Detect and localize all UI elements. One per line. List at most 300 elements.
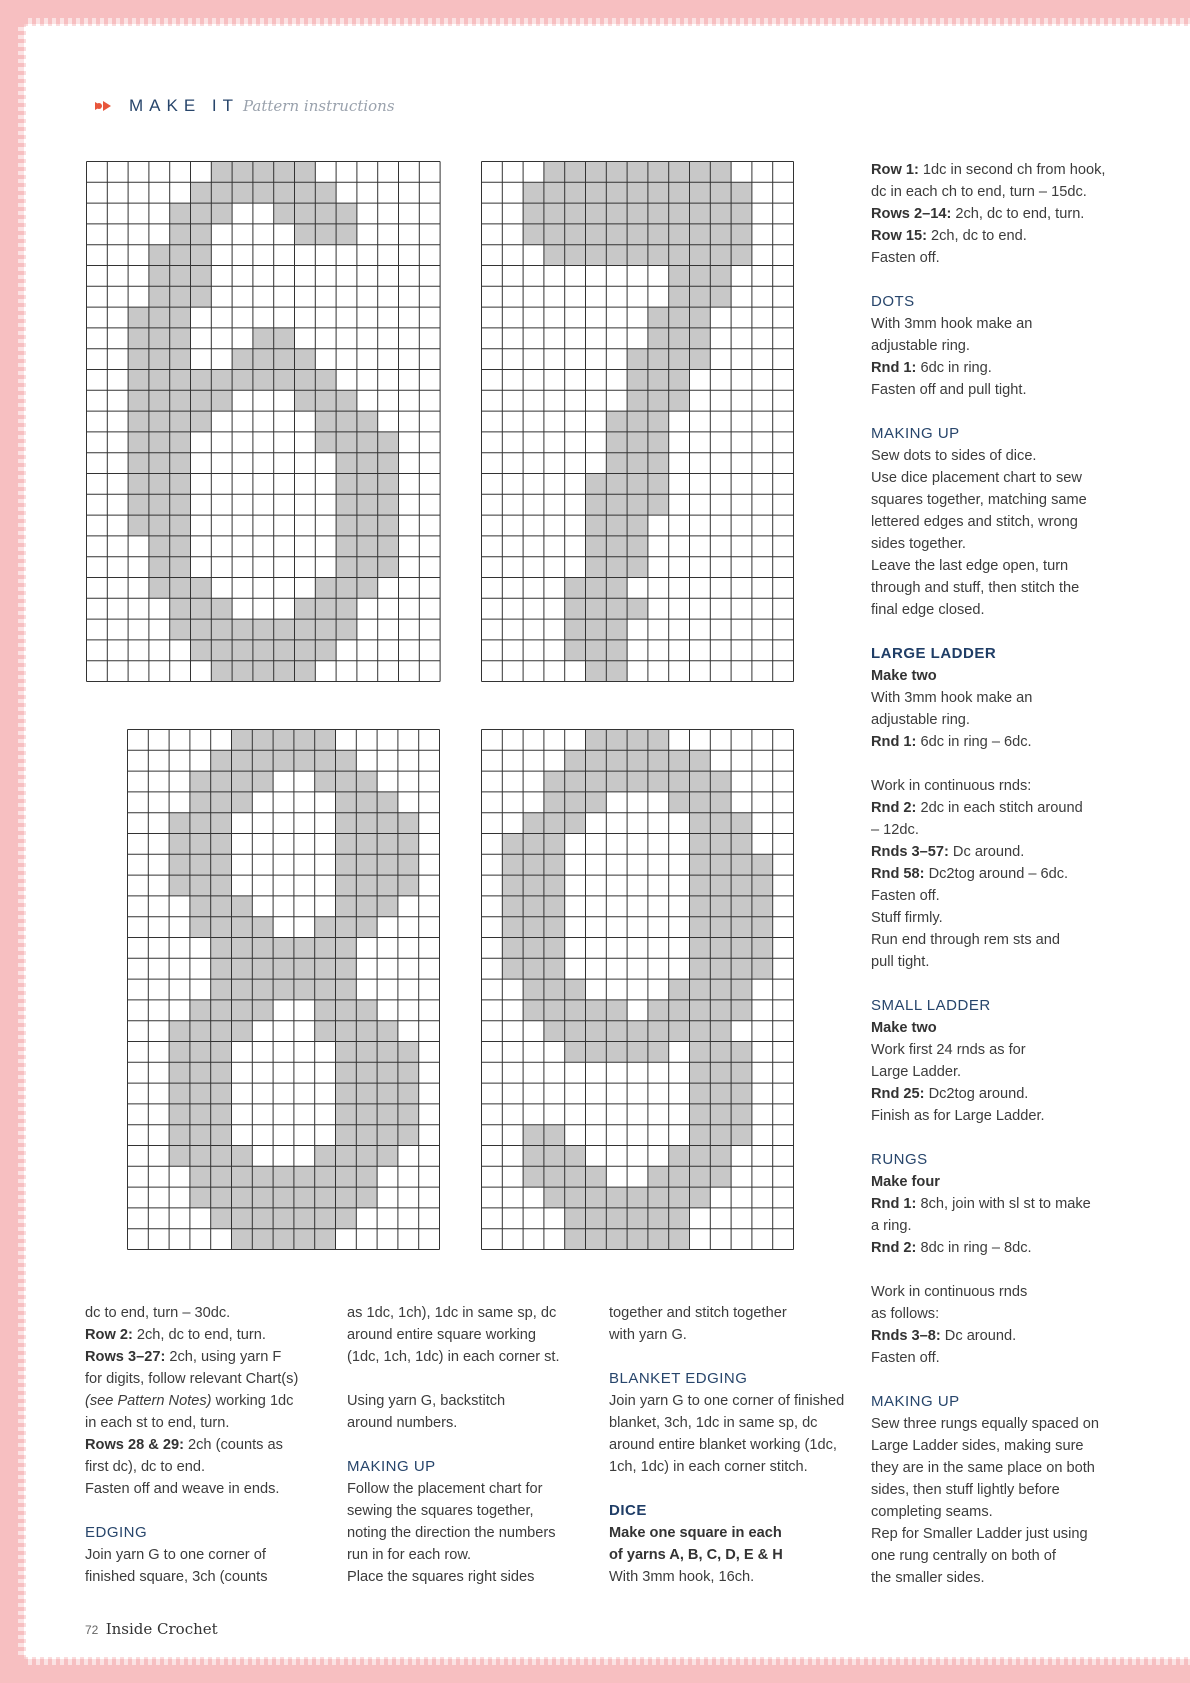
- filled-cell: [170, 578, 191, 599]
- filled-cell: [169, 875, 190, 896]
- filled-cell: [731, 854, 752, 875]
- filled-cell: [710, 1083, 731, 1104]
- filled-cell: [565, 578, 586, 599]
- filled-cell: [128, 494, 149, 515]
- filled-cell: [586, 1187, 607, 1208]
- filled-cell: [274, 182, 295, 203]
- filled-cell: [648, 390, 669, 411]
- filled-cell: [377, 834, 398, 855]
- filled-cell: [170, 370, 191, 391]
- filled-cell: [565, 245, 586, 266]
- filled-cell: [565, 1166, 586, 1187]
- filled-cell: [731, 1083, 752, 1104]
- filled-cell: [336, 979, 357, 1000]
- filled-cell: [336, 1000, 357, 1021]
- filled-cell: [274, 162, 295, 183]
- filled-cell: [356, 1187, 377, 1208]
- filled-cell: [606, 730, 627, 751]
- filled-cell: [669, 182, 690, 203]
- filled-cell: [356, 1125, 377, 1146]
- filled-cell: [315, 432, 336, 453]
- bold-label: of yarns A, B, C, D, E & H: [609, 1547, 783, 1563]
- filled-cell: [627, 1229, 648, 1250]
- filled-cell: [669, 370, 690, 391]
- filled-cell: [315, 1000, 336, 1021]
- filled-cell: [315, 182, 336, 203]
- filled-cell: [606, 619, 627, 640]
- filled-cell: [315, 1146, 336, 1167]
- filled-cell: [627, 730, 648, 751]
- filled-cell: [648, 411, 669, 432]
- filled-cell: [128, 328, 149, 349]
- filled-cell: [356, 854, 377, 875]
- filled-cell: [648, 370, 669, 391]
- filled-cell: [378, 557, 399, 578]
- text-line: Fasten off and weave in ends.: [85, 1481, 280, 1497]
- filled-cell: [191, 224, 212, 245]
- filled-cell: [190, 1062, 211, 1083]
- filled-cell: [170, 536, 191, 557]
- filled-cell: [669, 1000, 690, 1021]
- filled-cell: [170, 203, 191, 224]
- filled-cell: [710, 182, 731, 203]
- filled-cell: [648, 203, 669, 224]
- filled-cell: [502, 875, 523, 896]
- filled-cell: [128, 349, 149, 370]
- filled-cell: [606, 640, 627, 661]
- filled-cell: [710, 875, 731, 896]
- text-line: squares together, matching same: [871, 492, 1087, 508]
- text-line: Row 1: 1dc in second ch from hook,: [871, 162, 1106, 178]
- filled-cell: [690, 938, 711, 959]
- filled-cell: [169, 1125, 190, 1146]
- filled-cell: [252, 917, 273, 938]
- section-heading-bold: DICE: [609, 1502, 647, 1519]
- filled-cell: [170, 328, 191, 349]
- filled-cell: [149, 494, 170, 515]
- filled-cell: [710, 1021, 731, 1042]
- filled-cell: [690, 1104, 711, 1125]
- filled-cell: [523, 854, 544, 875]
- filled-cell: [336, 854, 357, 875]
- filled-cell: [336, 1104, 357, 1125]
- filled-cell: [398, 854, 419, 875]
- filled-cell: [356, 792, 377, 813]
- filled-cell: [315, 390, 336, 411]
- filled-cell: [252, 1166, 273, 1187]
- filled-cell: [690, 979, 711, 1000]
- border-zigzag-top: [24, 18, 1190, 26]
- filled-cell: [190, 1104, 211, 1125]
- filled-cell: [356, 896, 377, 917]
- filled-cell: [336, 1042, 357, 1063]
- filled-cell: [502, 834, 523, 855]
- filled-cell: [253, 328, 274, 349]
- filled-cell: [190, 1021, 211, 1042]
- filled-cell: [627, 453, 648, 474]
- filled-cell: [690, 266, 711, 287]
- filled-cell: [586, 1000, 607, 1021]
- filled-cell: [336, 224, 357, 245]
- text-column-1: [85, 1302, 330, 1588]
- bold-label: Make four: [871, 1174, 940, 1190]
- filled-cell: [398, 1104, 419, 1125]
- filled-cell: [315, 619, 336, 640]
- filled-cell: [648, 730, 669, 751]
- filled-cell: [648, 307, 669, 328]
- text-line: [609, 1522, 859, 1544]
- filled-cell: [169, 1146, 190, 1167]
- filled-cell: [356, 1021, 377, 1042]
- filled-cell: [315, 1187, 336, 1208]
- filled-cell: [211, 938, 232, 959]
- filled-cell: [336, 432, 357, 453]
- filled-cell: [586, 578, 607, 599]
- filled-cell: [731, 1104, 752, 1125]
- filled-cell: [336, 619, 357, 640]
- filled-cell: [586, 1166, 607, 1187]
- filled-cell: [315, 640, 336, 661]
- filled-cell: [565, 619, 586, 640]
- filled-cell: [377, 792, 398, 813]
- filled-cell: [731, 1042, 752, 1063]
- filled-cell: [377, 1104, 398, 1125]
- text-line: sides together.: [871, 536, 966, 552]
- bold-label: Rnd 1:: [871, 734, 917, 750]
- filled-cell: [627, 245, 648, 266]
- filled-cell: [315, 1166, 336, 1187]
- filled-cell: [710, 203, 731, 224]
- filled-cell: [211, 771, 232, 792]
- page-footer: [85, 1620, 218, 1638]
- filled-cell: [211, 390, 232, 411]
- filled-cell: [606, 494, 627, 515]
- filled-cell: [669, 979, 690, 1000]
- filled-cell: [586, 640, 607, 661]
- filled-cell: [149, 328, 170, 349]
- filled-cell: [565, 1000, 586, 1021]
- filled-cell: [544, 896, 565, 917]
- section-header: [95, 92, 395, 120]
- filled-cell: [544, 1166, 565, 1187]
- text-line: for digits, follow relevant Chart(s): [85, 1371, 299, 1387]
- filled-cell: [295, 640, 316, 661]
- filled-cell: [586, 203, 607, 224]
- filled-cell: [398, 875, 419, 896]
- filled-cell: [211, 1208, 232, 1229]
- filled-cell: [544, 958, 565, 979]
- text-line: around entire blanket working (1dc,: [609, 1437, 837, 1453]
- filled-cell: [336, 958, 357, 979]
- digit-9-grid: [481, 729, 794, 1250]
- filled-cell: [627, 598, 648, 619]
- filled-cell: [253, 349, 274, 370]
- filled-cell: [336, 1021, 357, 1042]
- double-arrow-icon: [95, 99, 117, 113]
- filled-cell: [710, 1042, 731, 1063]
- text-line: Large Ladder.: [871, 1064, 962, 1080]
- filled-cell: [690, 224, 711, 245]
- filled-cell: [523, 958, 544, 979]
- text-line: adjustable ring.: [871, 338, 970, 354]
- filled-cell: [544, 1187, 565, 1208]
- filled-cell: [648, 1208, 669, 1229]
- filled-cell: [232, 1208, 253, 1229]
- filled-cell: [565, 203, 586, 224]
- filled-cell: [606, 474, 627, 495]
- filled-cell: [731, 917, 752, 938]
- filled-cell: [273, 1208, 294, 1229]
- text-line: Follow the placement chart for: [347, 1481, 543, 1497]
- filled-cell: [253, 370, 274, 391]
- filled-cell: [669, 390, 690, 411]
- filled-cell: [627, 557, 648, 578]
- filled-cell: [586, 515, 607, 536]
- filled-cell: [586, 750, 607, 771]
- filled-cell: [690, 1146, 711, 1167]
- filled-cell: [690, 1062, 711, 1083]
- filled-cell: [606, 771, 627, 792]
- filled-cell: [169, 834, 190, 855]
- filled-cell: [690, 182, 711, 203]
- filled-cell: [586, 1042, 607, 1063]
- filled-cell: [273, 1166, 294, 1187]
- filled-cell: [731, 203, 752, 224]
- filled-cell: [544, 938, 565, 959]
- text-line: Rnd 25: Dc2tog around.: [871, 1086, 1029, 1102]
- filled-cell: [232, 182, 253, 203]
- filled-cell: [627, 411, 648, 432]
- filled-cell: [710, 1146, 731, 1167]
- filled-cell: [190, 1187, 211, 1208]
- filled-cell: [336, 557, 357, 578]
- filled-cell: [565, 1146, 586, 1167]
- filled-cell: [211, 1062, 232, 1083]
- filled-cell: [274, 370, 295, 391]
- filled-cell: [627, 203, 648, 224]
- filled-cell: [690, 771, 711, 792]
- filled-cell: [232, 640, 253, 661]
- filled-cell: [315, 411, 336, 432]
- text-line: Join yarn G to one corner of: [85, 1547, 266, 1563]
- filled-cell: [315, 750, 336, 771]
- filled-cell: [211, 854, 232, 875]
- filled-cell: [544, 182, 565, 203]
- filled-cell: [211, 162, 232, 183]
- text-line: around numbers.: [347, 1415, 458, 1431]
- filled-cell: [170, 411, 191, 432]
- filled-cell: [731, 834, 752, 855]
- filled-cell: [274, 661, 295, 682]
- filled-cell: [648, 1166, 669, 1187]
- bold-label: Make two: [871, 668, 937, 684]
- filled-cell: [710, 1104, 731, 1125]
- filled-cell: [315, 203, 336, 224]
- filled-cell: [710, 245, 731, 266]
- filled-cell: [523, 834, 544, 855]
- filled-cell: [295, 619, 316, 640]
- filled-cell: [648, 1000, 669, 1021]
- filled-cell: [502, 938, 523, 959]
- filled-cell: [565, 224, 586, 245]
- paragraph-gap: [85, 1500, 330, 1522]
- filled-cell: [710, 224, 731, 245]
- paragraph-gap: [871, 269, 1121, 291]
- filled-cell: [586, 1021, 607, 1042]
- filled-cell: [690, 875, 711, 896]
- filled-cell: [336, 1146, 357, 1167]
- text-line: blanket, 3ch, 1dc in same sp, dc: [609, 1415, 818, 1431]
- filled-cell: [190, 771, 211, 792]
- filled-cell: [357, 536, 378, 557]
- filled-cell: [606, 598, 627, 619]
- filled-cell: [606, 661, 627, 682]
- filled-cell: [669, 307, 690, 328]
- filled-cell: [752, 854, 773, 875]
- filled-cell: [565, 182, 586, 203]
- filled-cell: [211, 1083, 232, 1104]
- filled-cell: [252, 1187, 273, 1208]
- filled-cell: [190, 1000, 211, 1021]
- filled-cell: [336, 515, 357, 536]
- filled-cell: [232, 730, 253, 751]
- filled-cell: [336, 875, 357, 896]
- bold-label: Make one square in each: [609, 1525, 782, 1541]
- filled-cell: [606, 1229, 627, 1250]
- filled-cell: [377, 875, 398, 896]
- filled-cell: [523, 203, 544, 224]
- filled-cell: [606, 536, 627, 557]
- filled-cell: [648, 349, 669, 370]
- text-line: [871, 1171, 1121, 1193]
- filled-cell: [669, 771, 690, 792]
- filled-cell: [544, 979, 565, 1000]
- filled-cell: [336, 598, 357, 619]
- text-line: With 3mm hook make an: [871, 690, 1033, 706]
- filled-cell: [294, 1229, 315, 1250]
- filled-cell: [544, 1000, 565, 1021]
- filled-cell: [606, 453, 627, 474]
- filled-cell: [710, 1062, 731, 1083]
- filled-cell: [232, 917, 253, 938]
- filled-cell: [690, 307, 711, 328]
- filled-cell: [211, 661, 232, 682]
- text-line: noting the direction the numbers: [347, 1525, 556, 1541]
- filled-cell: [356, 875, 377, 896]
- filled-cell: [627, 1021, 648, 1042]
- filled-cell: [627, 515, 648, 536]
- bold-label: Rows 3–27:: [85, 1349, 166, 1365]
- filled-cell: [648, 474, 669, 495]
- filled-cell: [710, 979, 731, 1000]
- section-heading: MAKING UP: [871, 1393, 960, 1410]
- filled-cell: [170, 390, 191, 411]
- filled-cell: [356, 1083, 377, 1104]
- filled-cell: [606, 557, 627, 578]
- filled-cell: [169, 1104, 190, 1125]
- filled-cell: [378, 494, 399, 515]
- filled-cell: [149, 578, 170, 599]
- text-line: around entire square working: [347, 1327, 537, 1343]
- text-line: Rnd 2: 2dc in each stitch around: [871, 800, 1083, 816]
- filled-cell: [169, 1021, 190, 1042]
- text-line: dc to end, turn – 30dc.: [85, 1305, 231, 1321]
- text-line: Rnd 2: 8dc in ring – 8dc.: [871, 1240, 1032, 1256]
- text-line: Rnd 1: 6dc in ring.: [871, 360, 992, 376]
- filled-cell: [149, 474, 170, 495]
- filled-cell: [544, 854, 565, 875]
- filled-cell: [377, 1083, 398, 1104]
- text-line: Finish as for Large Ladder.: [871, 1108, 1045, 1124]
- filled-cell: [273, 958, 294, 979]
- filled-cell: [315, 979, 336, 1000]
- filled-cell: [211, 917, 232, 938]
- filled-cell: [211, 1146, 232, 1167]
- filled-cell: [627, 474, 648, 495]
- filled-cell: [190, 1146, 211, 1167]
- filled-cell: [149, 515, 170, 536]
- filled-cell: [669, 224, 690, 245]
- filled-cell: [690, 203, 711, 224]
- filled-cell: [544, 792, 565, 813]
- filled-cell: [253, 182, 274, 203]
- text-column-2: [347, 1302, 592, 1588]
- filled-cell: [627, 349, 648, 370]
- filled-cell: [294, 979, 315, 1000]
- filled-cell: [169, 1062, 190, 1083]
- filled-cell: [690, 896, 711, 917]
- filled-cell: [377, 813, 398, 834]
- filled-cell: [586, 792, 607, 813]
- filled-cell: [690, 1042, 711, 1063]
- filled-cell: [170, 598, 191, 619]
- filled-cell: [191, 203, 212, 224]
- filled-cell: [377, 1125, 398, 1146]
- filled-cell: [690, 245, 711, 266]
- filled-cell: [315, 1021, 336, 1042]
- filled-cell: [710, 854, 731, 875]
- filled-cell: [731, 875, 752, 896]
- filled-cell: [648, 1229, 669, 1250]
- filled-cell: [170, 224, 191, 245]
- filled-cell: [336, 896, 357, 917]
- text-line: a ring.: [871, 1218, 912, 1234]
- filled-cell: [252, 958, 273, 979]
- bold-label: Row 1:: [871, 162, 919, 178]
- filled-cell: [586, 619, 607, 640]
- filled-cell: [211, 619, 232, 640]
- filled-cell: [544, 1146, 565, 1167]
- text-line: Rnd 1: 6dc in ring – 6dc.: [871, 734, 1032, 750]
- filled-cell: [731, 224, 752, 245]
- text-line: Rows 2–14: 2ch, dc to end, turn.: [871, 206, 1085, 222]
- filled-cell: [690, 1083, 711, 1104]
- filled-cell: [502, 854, 523, 875]
- filled-cell: [295, 182, 316, 203]
- filled-cell: [211, 1125, 232, 1146]
- filled-cell: [752, 958, 773, 979]
- text-line: Rnds 3–57: Dc around.: [871, 844, 1025, 860]
- filled-cell: [294, 938, 315, 959]
- section-title: MAKE IT: [129, 96, 240, 115]
- filled-cell: [315, 958, 336, 979]
- text-line: run in for each row.: [347, 1547, 472, 1563]
- text-line: Fasten off and pull tight.: [871, 382, 1027, 398]
- filled-cell: [190, 1083, 211, 1104]
- filled-cell: [502, 896, 523, 917]
- text-line: one rung centrally on both of: [871, 1548, 1056, 1564]
- text-line: Rnd 58: Dc2tog around – 6dc.: [871, 866, 1069, 882]
